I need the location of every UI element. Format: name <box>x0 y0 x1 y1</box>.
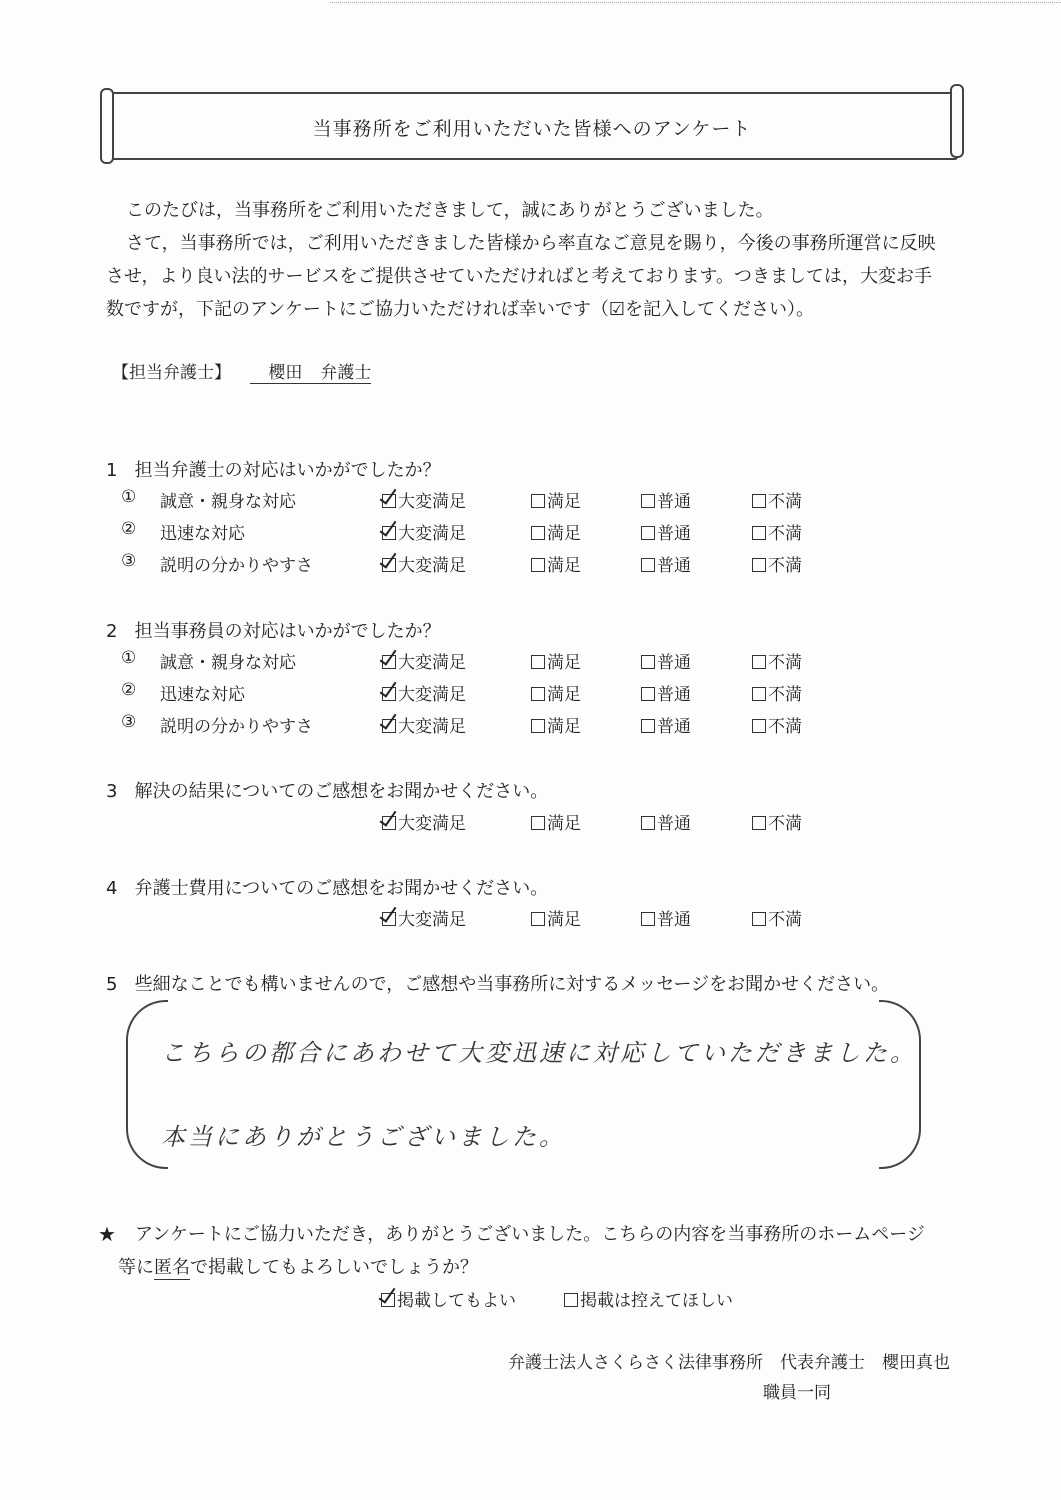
q1-item-1-number: ① <box>121 487 137 507</box>
intro-line-2: さて，当事務所では，ご利用いただきました皆様から率直なご意見を賜り，今後の事務所運営に反映 <box>126 233 936 254</box>
q1-item-1-option-label-2: 満足 <box>547 492 581 512</box>
q3-option-label-4: 不満 <box>768 814 802 834</box>
q2-title <box>106 617 441 643</box>
q1-item-3-option-label-2: 満足 <box>547 556 581 576</box>
publish-line-2-pre: 等に <box>118 1257 154 1278</box>
q2-item-3-option-label-1: 大変満足 <box>398 717 466 737</box>
q1-item-2-checkbox-4[interactable] <box>752 526 766 540</box>
q2-item-1-checkbox-1[interactable] <box>382 655 396 669</box>
q1-number: 1 <box>106 460 118 481</box>
q4-option-1[interactable] <box>382 905 466 930</box>
q3-checkbox-1[interactable] <box>382 816 396 830</box>
q2-item-1-option-label-3: 普通 <box>657 653 691 673</box>
comment-area[interactable] <box>126 1000 921 1165</box>
q4-text: 弁護士費用についてのご感想をお聞かせください。 <box>134 878 549 899</box>
q4-number: 4 <box>106 878 118 899</box>
q1-title <box>106 456 441 482</box>
footer-org: 弁護士法人さくらさく法律事務所 代表弁護士 櫻田真也 <box>508 1353 950 1373</box>
publish-no-checkbox[interactable] <box>564 1293 578 1307</box>
q2-item-1-option-label-2: 満足 <box>547 653 581 673</box>
q2-item-3-option-2[interactable] <box>531 712 581 737</box>
anonymous-word: 匿名 <box>154 1253 190 1280</box>
q2-item-3-number: ③ <box>121 712 137 732</box>
lawyer-suffix: 弁護士 <box>320 358 371 384</box>
q1-item-2-checkbox-1[interactable] <box>382 526 396 540</box>
q2-item-2-checkbox-1[interactable] <box>382 687 396 701</box>
q1-item-1-option-label-4: 不満 <box>768 492 802 512</box>
q2-item-1-option-2[interactable] <box>531 648 581 673</box>
q2-text: 担当事務員の対応はいかがでしたか？ <box>134 621 441 642</box>
q2-item-2-checkbox-4[interactable] <box>752 687 766 701</box>
q2-item-1-option-label-1: 大変満足 <box>398 653 466 673</box>
q3-option-1[interactable] <box>382 809 466 834</box>
q4-option-label-1: 大変満足 <box>398 910 466 930</box>
q1-item-3-option-2[interactable] <box>531 551 581 576</box>
q2-number: 2 <box>106 621 118 642</box>
publish-no-label: 掲載は控えてほしい <box>580 1291 733 1311</box>
q3-option-4[interactable] <box>752 809 802 834</box>
q2-item-2-label: 迅速な対応 <box>160 685 245 705</box>
q2-item-2-option-label-1: 大変満足 <box>398 685 466 705</box>
q3-option-label-2: 満足 <box>547 814 581 834</box>
q2-item-3-option-3[interactable] <box>641 712 691 737</box>
q1-item-2-checkbox-2[interactable] <box>531 526 545 540</box>
q3-option-2[interactable] <box>531 809 581 834</box>
q4-title <box>106 874 548 900</box>
q1-item-3-option-label-3: 普通 <box>657 556 691 576</box>
comment-line-1: こちらの都合にあわせて大変迅速に対応していただきました。 <box>161 1039 917 1067</box>
intro-line-4: 数ですが，下記のアンケートにご協力いただければ幸いです（☑を記入してください）。 <box>106 299 815 320</box>
q2-item-2-option-label-4: 不満 <box>768 685 802 705</box>
q2-item-1-checkbox-2[interactable] <box>531 655 545 669</box>
q1-item-1-option-4[interactable] <box>752 487 802 512</box>
q1-item-2-option-label-2: 満足 <box>547 524 581 544</box>
q1-item-3-option-1[interactable] <box>382 551 466 576</box>
q2-item-1-label: 誠意・親身な対応 <box>160 653 296 673</box>
title-banner <box>106 92 958 160</box>
q1-item-1-option-label-3: 普通 <box>657 492 691 512</box>
q4-checkbox-4[interactable] <box>752 912 766 926</box>
q1-item-2-checkbox-3[interactable] <box>641 526 655 540</box>
q5-number: 5 <box>106 974 118 995</box>
publish-line-1: アンケートにご協力いただき，ありがとうございました。こちらの内容を当事務所のホームページ <box>135 1224 925 1245</box>
lawyer-row <box>112 358 371 384</box>
q3-number: 3 <box>106 781 118 802</box>
q2-item-2-option-4[interactable] <box>752 680 802 705</box>
q1-item-3-number: ③ <box>121 551 137 571</box>
publish-option-yes[interactable] <box>381 1286 516 1311</box>
q1-item-1-checkbox-2[interactable] <box>531 494 545 508</box>
q2-item-3-option-label-2: 満足 <box>547 717 581 737</box>
publish-option-no[interactable] <box>564 1286 733 1311</box>
star-icon: ★ <box>98 1222 116 1246</box>
q1-item-2-label: 迅速な対応 <box>160 524 245 544</box>
q1-item-2-option-label-4: 不満 <box>768 524 802 544</box>
lawyer-name: 櫻田 <box>250 358 320 384</box>
page-title: 当事務所をご利用いただいた皆様へのアンケート <box>312 118 752 140</box>
publish-line-2 <box>118 1253 478 1280</box>
q2-item-2-option-1[interactable] <box>382 680 466 705</box>
intro-line-1: このたびは，当事務所をご利用いただきまして，誠にありがとうございました。 <box>126 200 774 221</box>
q1-item-2-option-3[interactable] <box>641 519 691 544</box>
publish-yes-checkbox[interactable] <box>381 1293 395 1307</box>
q1-item-1-label: 誠意・親身な対応 <box>160 492 296 512</box>
q1-item-1-option-1[interactable] <box>382 487 466 512</box>
q1-item-1-checkbox-1[interactable] <box>382 494 396 508</box>
q4-option-4[interactable] <box>752 905 802 930</box>
q2-item-3-option-4[interactable] <box>752 712 802 737</box>
q1-item-3-checkbox-4[interactable] <box>752 558 766 572</box>
q2-item-3-checkbox-4[interactable] <box>752 719 766 733</box>
q1-item-1-option-3[interactable] <box>641 487 691 512</box>
q1-item-2-option-label-3: 普通 <box>657 524 691 544</box>
publish-line-2-post: で掲載してもよろしいでしょうか？ <box>190 1257 478 1278</box>
q2-item-3-option-1[interactable] <box>382 712 466 737</box>
q3-checkbox-4[interactable] <box>752 816 766 830</box>
q3-title <box>106 777 548 803</box>
q2-item-3-checkbox-1[interactable] <box>382 719 396 733</box>
q2-item-3-option-label-3: 普通 <box>657 717 691 737</box>
q1-item-2-option-2[interactable] <box>531 519 581 544</box>
q4-checkbox-1[interactable] <box>382 912 396 926</box>
q2-item-2-option-2[interactable] <box>531 680 581 705</box>
q5-title <box>106 970 889 996</box>
q2-item-2-number: ② <box>121 680 137 700</box>
q2-item-1-option-4[interactable] <box>752 648 802 673</box>
q4-checkbox-3[interactable] <box>641 912 655 926</box>
q3-text: 解決の結果についてのご感想をお聞かせください。 <box>134 781 549 802</box>
q1-item-1-checkbox-3[interactable] <box>641 494 655 508</box>
q1-item-3-label: 説明の分かりやすさ <box>160 556 313 576</box>
q1-item-2-option-1[interactable] <box>382 519 466 544</box>
q1-item-3-checkbox-3[interactable] <box>641 558 655 572</box>
q4-checkbox-2[interactable] <box>531 912 545 926</box>
q1-item-2-number: ② <box>121 519 137 539</box>
q3-option-label-1: 大変満足 <box>398 814 466 834</box>
comment-line-2: 本当にありがとうございました。 <box>161 1123 566 1151</box>
q1-item-3-option-label-4: 不満 <box>768 556 802 576</box>
q2-item-1-checkbox-4[interactable] <box>752 655 766 669</box>
q1-item-2-option-label-1: 大変満足 <box>398 524 466 544</box>
q4-option-label-3: 普通 <box>657 910 691 930</box>
q4-option-label-2: 満足 <box>547 910 581 930</box>
footer-staff: 職員一同 <box>763 1383 831 1403</box>
top-edge-rule <box>330 2 1061 3</box>
q1-item-2-option-4[interactable] <box>752 519 802 544</box>
q2-item-2-option-label-3: 普通 <box>657 685 691 705</box>
publish-yes-label: 掲載してもよい <box>397 1291 516 1311</box>
q2-item-1-checkbox-3[interactable] <box>641 655 655 669</box>
q2-item-1-option-3[interactable] <box>641 648 691 673</box>
q4-option-3[interactable] <box>641 905 691 930</box>
q3-option-label-3: 普通 <box>657 814 691 834</box>
q2-item-1-number: ① <box>121 648 137 668</box>
q2-item-2-option-label-2: 満足 <box>547 685 581 705</box>
q2-item-2-option-3[interactable] <box>641 680 691 705</box>
q2-item-3-option-label-4: 不満 <box>768 717 802 737</box>
q1-item-3-checkbox-1[interactable] <box>382 558 396 572</box>
q2-item-1-option-label-4: 不満 <box>768 653 802 673</box>
q2-item-2-checkbox-2[interactable] <box>531 687 545 701</box>
q1-item-1-checkbox-4[interactable] <box>752 494 766 508</box>
q3-checkbox-3[interactable] <box>641 816 655 830</box>
q1-item-1-option-label-1: 大変満足 <box>398 492 466 512</box>
q4-option-label-4: 不満 <box>768 910 802 930</box>
lawyer-label: 【担当弁護士】 <box>112 363 231 383</box>
q1-text: 担当弁護士の対応はいかがでしたか？ <box>134 460 441 481</box>
q3-option-3[interactable] <box>641 809 691 834</box>
q1-item-3-option-4[interactable] <box>752 551 802 576</box>
comment-bracket-right <box>879 1000 921 1169</box>
q5-text: 些細なことでも構いませんので，ご感想や当事務所に対するメッセージをお聞かせください。 <box>134 974 890 995</box>
intro-line-3: させ，より良い法的サービスをご提供させていただければと考えております。つきましては，大変お手 <box>106 266 933 287</box>
q2-item-3-checkbox-3[interactable] <box>641 719 655 733</box>
q1-item-3-checkbox-2[interactable] <box>531 558 545 572</box>
q2-item-3-label: 説明の分かりやすさ <box>160 717 313 737</box>
q2-item-1-option-1[interactable] <box>382 648 466 673</box>
q4-option-2[interactable] <box>531 905 581 930</box>
q2-item-3-checkbox-2[interactable] <box>531 719 545 733</box>
q1-item-3-option-3[interactable] <box>641 551 691 576</box>
q1-item-3-option-label-1: 大変満足 <box>398 556 466 576</box>
q1-item-1-option-2[interactable] <box>531 487 581 512</box>
q2-item-2-checkbox-3[interactable] <box>641 687 655 701</box>
q3-checkbox-2[interactable] <box>531 816 545 830</box>
